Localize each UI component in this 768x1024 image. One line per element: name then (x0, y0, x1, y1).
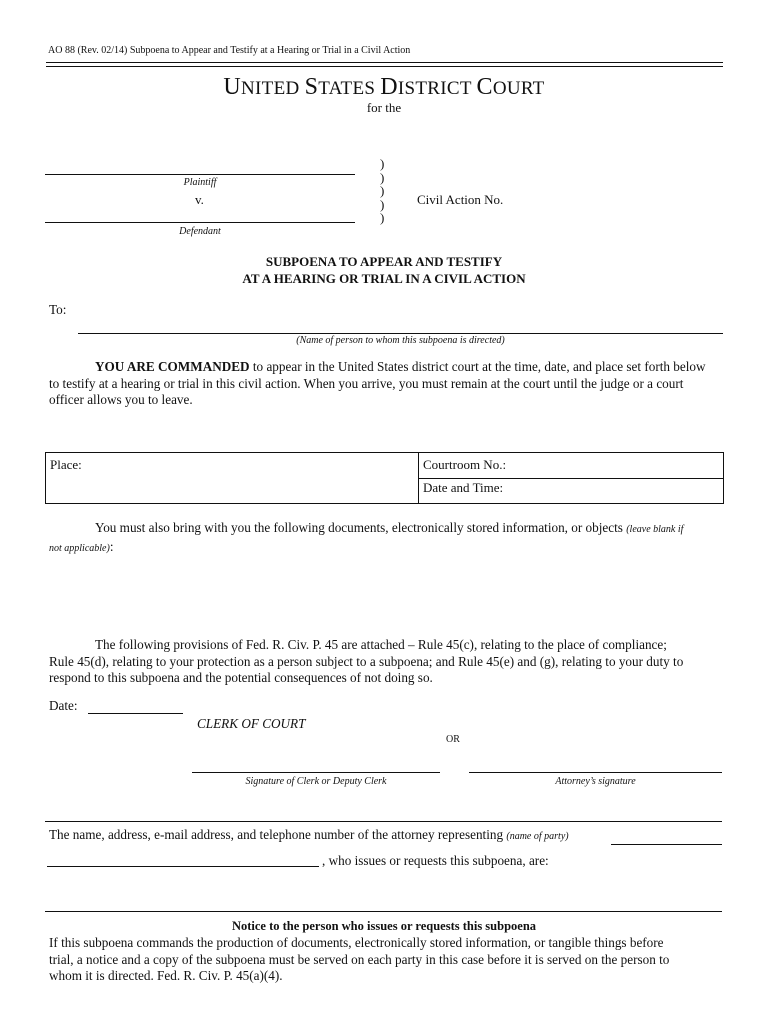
place-table (45, 452, 724, 504)
attorney-signature-label: Attorney’s signature (555, 776, 636, 787)
place-field[interactable]: Place: (50, 457, 82, 472)
paren: ) (380, 169, 385, 185)
attorney-name-line[interactable] (47, 866, 319, 867)
notice-line2: trial, a notice and a copy of the subpoena must be served on each party in this case before it is served on the person to (49, 951, 670, 967)
defendant-line[interactable] (45, 222, 355, 223)
command-line2: to testify at a hearing or trial in this civil action. When you arrive, you must remain at the court until the judge or a court (49, 375, 684, 391)
clerk-signature-line[interactable] (192, 772, 440, 773)
date-line[interactable] (88, 713, 183, 714)
plaintiff-line[interactable] (45, 174, 355, 175)
court-title (0, 74, 768, 101)
command-paragraph (49, 359, 739, 409)
paren: ) (380, 210, 385, 225)
court-title-part: TATES (318, 78, 381, 99)
form-header: AO 88 (Rev. 02/14) Subpoena to Appear and Testify at a Hearing or Trial in a Civil Action (48, 45, 411, 56)
party-name-hint: (name of party) (506, 831, 569, 842)
defendant-label: Defendant (179, 226, 221, 237)
court-title-part: C (476, 74, 493, 100)
paren: ) (380, 156, 385, 171)
clerk-signature-label: Signature of Clerk or Deputy Clerk (245, 776, 387, 787)
attorney-info-line1 (49, 827, 569, 846)
subpoena-title-line1: SUBPOENA TO APPEAR AND TESTIFY (265, 254, 503, 269)
documents-line1 (49, 520, 739, 539)
command-text: to appear in the United States district court at the time, date, and place set forth below (249, 359, 706, 374)
documents-text: You must also bring with you the following documents, electronically stored information, or objects (95, 520, 623, 535)
recipient-line[interactable] (78, 333, 723, 334)
for-the-label: for the (366, 100, 402, 115)
court-title-part: D (380, 74, 398, 100)
documents-paragraph (49, 520, 739, 557)
datetime-field[interactable]: Date and Time: (423, 480, 504, 495)
notice-rule (45, 911, 722, 912)
notice-heading: Notice to the person who issues or requests this subpoena (231, 919, 537, 933)
attorney-info-line2: , who issues or requests this subpoena, are: (322, 853, 549, 868)
court-title-part: S (304, 74, 319, 100)
command-line3: officer allows you to leave. (49, 392, 193, 408)
provisions-line3: respond to this subpoena and the potential consequences of not doing so. (49, 670, 433, 686)
attorney-section-rule (45, 821, 722, 822)
command-bold: YOU ARE COMMANDED (95, 359, 250, 374)
caption-parens (380, 157, 390, 225)
documents-colon: : (109, 538, 114, 554)
versus-label: v. (195, 192, 204, 207)
attorney-signature-line[interactable] (469, 772, 722, 773)
courtroom-field[interactable]: Courtroom No.: (423, 457, 507, 472)
civil-action-label: Civil Action No. (417, 192, 504, 207)
paren: ) (380, 196, 385, 212)
court-title-part: U (223, 74, 242, 100)
provisions-line2: Rule 45(d), relating to your protection as a person subject to a subpoena; and Rule 45(e) and (g), relating to your duty to (49, 653, 684, 669)
party-name-line[interactable] (611, 844, 722, 845)
command-line1 (49, 359, 739, 376)
court-title-part: OURT (492, 78, 545, 99)
provisions-paragraph (49, 637, 739, 687)
documents-hint: not applicable) (49, 542, 110, 554)
attorney-info-text: The name, address, e-mail address, and telephone number of the attorney representing (49, 827, 504, 842)
paren: ) (380, 183, 385, 198)
recipient-hint: (Name of person to whom this subpoena is directed) (296, 335, 505, 346)
documents-hint: (leave blank if (626, 524, 684, 535)
notice-line3: whom it is directed. Fed. R. Civ. P. 45(a)(4). (49, 968, 283, 984)
to-label: To: (49, 302, 67, 317)
notice-paragraph (49, 935, 739, 985)
date-label: Date: (49, 698, 78, 713)
clerk-of-court-label: CLERK OF COURT (197, 716, 306, 731)
court-title-part: ISTRICT (397, 78, 477, 99)
header-double-rule (46, 62, 723, 67)
or-label: OR (446, 734, 460, 745)
documents-line2 (49, 539, 739, 558)
provisions-line1: The following provisions of Fed. R. Civ. P. 45 are attached – Rule 45(c), relating to the place of compliance; (95, 637, 667, 652)
subpoena-title-line2: AT A HEARING OR TRIAL IN A CIVIL ACTION (242, 271, 526, 286)
table-row-divider (418, 478, 723, 479)
court-title-part: NITED (241, 78, 305, 99)
plaintiff-label: Plaintiff (183, 177, 217, 188)
notice-line1: If this subpoena commands the production of documents, electronically stored information, or tangible things before (49, 935, 664, 950)
